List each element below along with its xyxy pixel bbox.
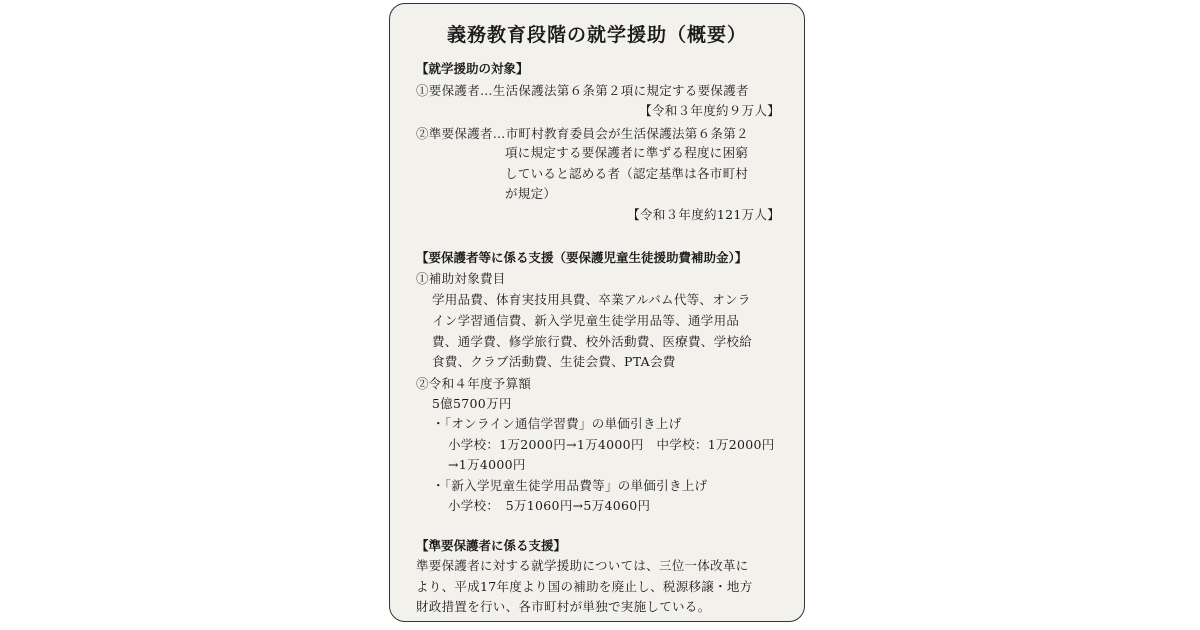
item-semi-protected-line2: 項に規定する要保護者に準ずる程度に困窮 [505,145,749,160]
section-heading-target: 【就学援助の対象】 [416,61,529,76]
item-semi-protected-line4: が規定） [505,186,557,201]
card-title: 義務教育段階の就学援助（概要） [446,24,747,46]
budget-amount: 5億5700万円 [432,396,512,411]
bullet-online-fee-detail1: 小学校：1万2000円→1万4000円 中学校：1万2000円 [448,437,775,452]
summary-card [389,3,805,622]
subsidy-items-line2: イン学習通信費、新入学児童生徒学用品等、通学用品 [432,313,740,328]
subsidy-items-line3: 費、通学費、修学旅行費、校外活動費、医療費、学校給 [432,334,753,349]
bullet-online-fee-detail2: →1万4000円 [448,457,526,472]
section-heading-semi-support: 【準要保護者に係る支援】 [416,538,567,553]
bullet-new-entry-fee-detail: 小学校： 5万1060円→5万4060円 [448,498,651,513]
subsidy-items-line4: 食費、クラブ活動費、生徒会費、PTA会費 [432,354,676,369]
semi-support-line1: 準要保護者に対する就学援助については、三位一体改革に [416,558,749,573]
section-heading-support: 【要保護者等に係る支援（要保護児童生徒援助費補助金）】 [416,250,748,265]
item-semi-protected-line3: していると認める者（認定基準は各市町村 [505,166,749,181]
item-semi-protected-count: 【令和３年度約121万人】 [627,207,780,222]
item-protected-count: 【令和３年度約９万人】 [639,103,780,118]
bullet-new-entry-fee: ・「新入学児童生徒学用品費等」の単価引き上げ [432,478,708,493]
item-protected-person: ①要保護者…生活保護法第６条第２項に規定する要保護者 [416,83,749,98]
semi-support-line3: 財政措置を行い、各市町村が単独で実施している。 [416,599,711,614]
item-semi-protected-line1: ②準要保護者…市町村教育委員会が生活保護法第６条第２ [416,126,749,141]
bullet-online-fee: ・「オンライン通信学習費」の単価引き上げ [432,416,682,431]
semi-support-line2: より、平成17年度より国の補助を廃止し、税源移譲・地方 [416,579,753,594]
subsidy-items-heading: ①補助対象費目 [416,271,506,286]
subsidy-items-line1: 学用品費、体育実技用具費、卒業アルバム代等、オンラ [432,292,751,307]
budget-heading: ②令和４年度予算額 [416,376,532,391]
